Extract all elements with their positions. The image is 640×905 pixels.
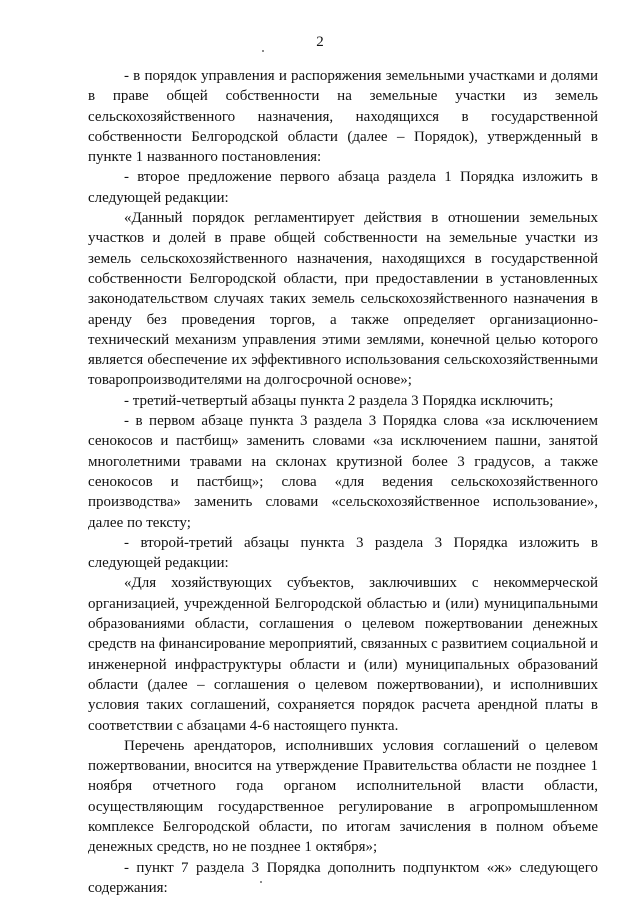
document-body	[88, 66, 598, 898]
paragraph: - пункт 7 раздела 3 Порядка дополнить подпунктом «ж» следующего содержания:	[88, 859, 598, 896]
paragraph: Перечень арендаторов, исполнивших условия соглашений о целевом пожертвовании, вносится на утверждение Правительства области не позднее 1 ноября отчетного года органом исполнительной власти области, осуществляющим государственное регулирование в агропромышленном комплексе Белгородской области, по итогам зачисления в полном объеме денежных средств, но не позднее 1 октября»;	[88, 737, 598, 856]
paragraph: - второй-третий абзацы пункта 3 раздела 3 Порядка изложить в следующей редакции:	[88, 534, 598, 572]
paragraph: - третий-четвертый абзацы пункта 2 раздела 3 Порядка исключить;	[124, 392, 554, 409]
scan-speck	[260, 881, 262, 883]
paragraph: «Для хозяйствующих субъектов, заключивших с некоммерческой организацией, учрежденной Белгородской областью и (или) муниципальными образованиями области, соглашения о целевом пожертвовании денежных средств на финансирование мероприятий, связанных с развитием социальной и инженерной инфраструктуры области и (или) муниципальных образований области (далее – соглашения о целевом пожертвовании), и исполнивших условия таких соглашений, сохраняется порядок расчета арендной платы в соответствии с абзацами 4-6 настоящего пункта.	[88, 575, 598, 734]
scan-speck	[262, 50, 264, 52]
paragraph: - в первом абзаце пункта 3 раздела 3 Порядка слова «за исключением сенокосов и пастбищ» заменить словами «за исключением пашни, занятой многолетними травами на склонах крутизной более 3 градусов, а также сенокосов и пастбищ»; слова «для ведения сельскохозяйственного производства» заменить словами «сельскохозяйственное использование», далее по тексту;	[88, 413, 598, 531]
paragraph: - в порядок управления и распоряжения земельными участками и долями в праве общей собственности на земельные участки из земель сельскохозяйственного назначения, находящихся в государственной собственности Белгородской области (далее – Порядок), утвержденный в пункте 1 названного постановления:	[88, 68, 598, 166]
page-number: 2	[316, 34, 324, 50]
paragraph: - второе предложение первого абзаца раздела 1 Порядка изложить в следующей редакции:	[88, 169, 598, 206]
paragraph: «Данный порядок регламентирует действия в отношении земельных участков и долей в праве общей собственности на земельные участки из земель сельскохозяйственного назначения, находящихся в государственной собственности Белгородской области, при предоставлении в установленных законодательством случаях таких земель сельскохозяйственного назначения в аренду без проведения торгов, а также определяет организационно-технический механизм управления этими землями, конечной целью которого является обеспечение их эффективного использования сельскохозяйственными товаропроизводителями на долгосрочной основе»;	[88, 210, 598, 389]
